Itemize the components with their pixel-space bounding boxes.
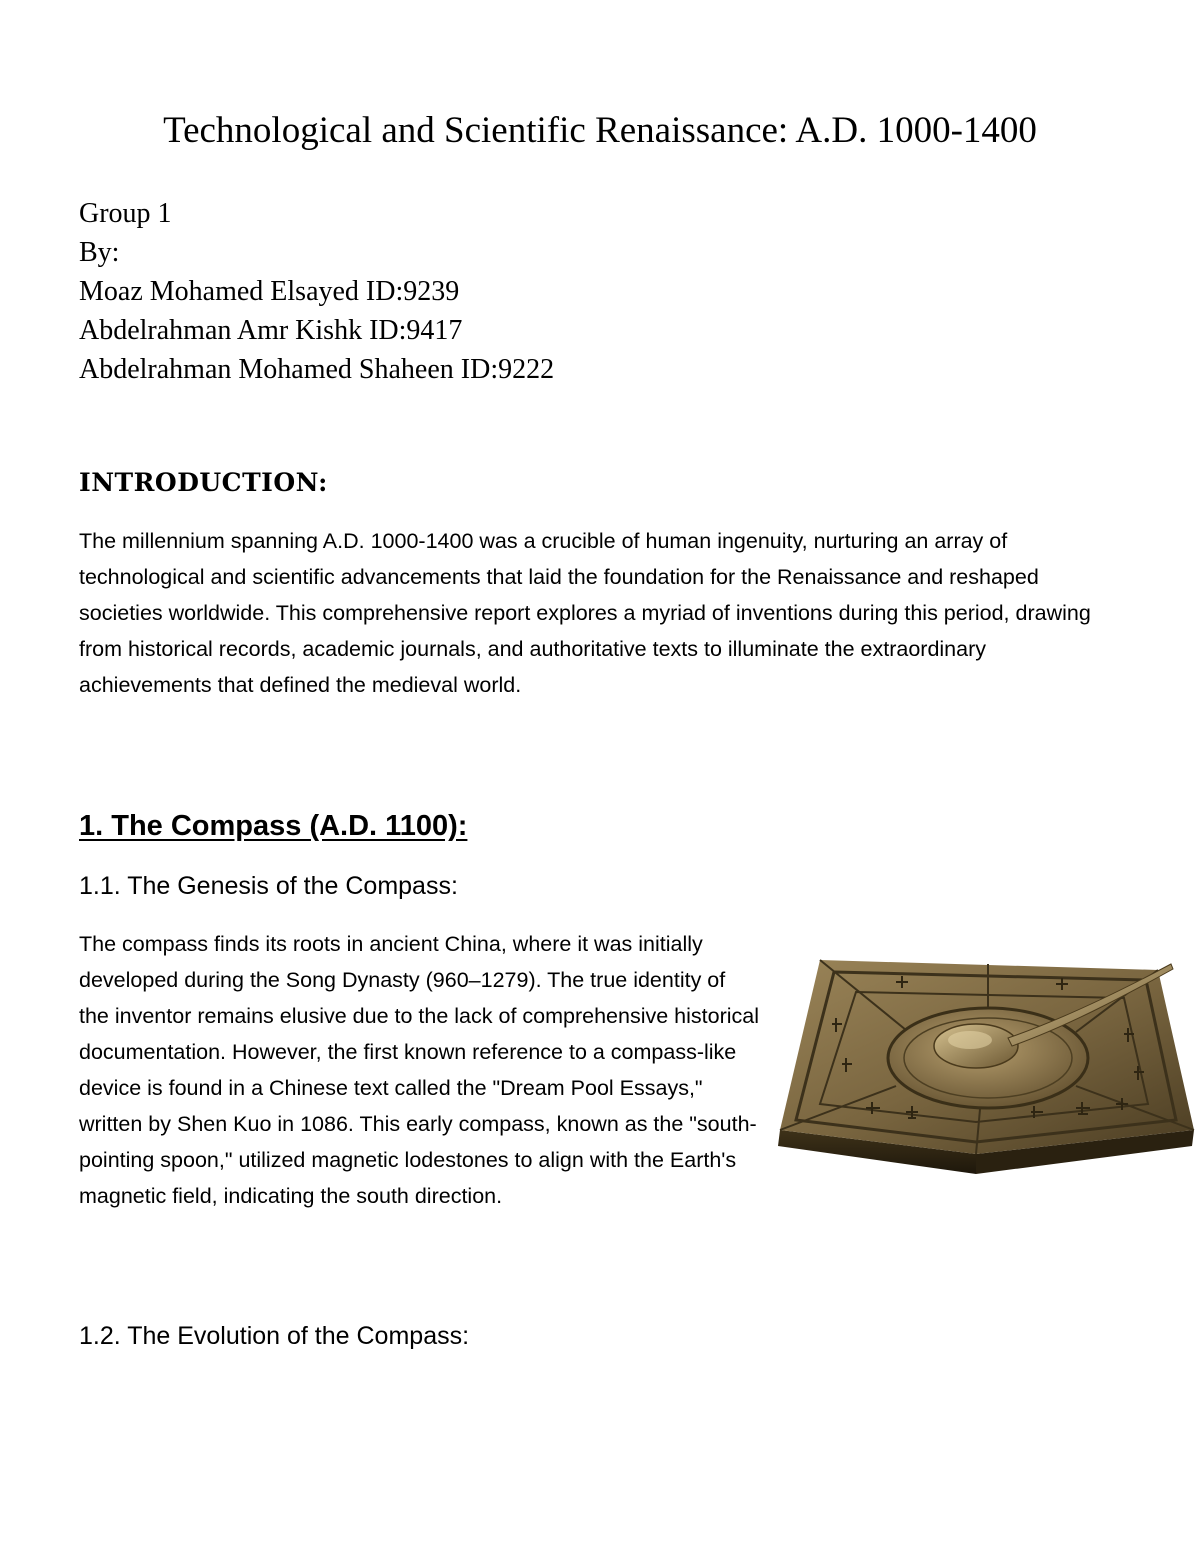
author-line: Abdelrahman Amr Kishk ID:9417 xyxy=(79,315,463,346)
subsection-heading-genesis: 1.1. The Genesis of the Compass: xyxy=(79,872,458,900)
document-title: Technological and Scientific Renaissance: A.D. 1000-1400 xyxy=(163,110,1037,151)
introduction-paragraph: The millennium spanning A.D. 1000-1400 was a crucible of human ingenuity, nurturing an array of technological and scientific advancements that laid the foundation for the Renaissance and reshaped societies worldwide. This comprehensive report explores a myriad of inventions during this period, drawing from historical records, academic journals, and authoritative texts to illuminate the extraordinary achievements that defined the medieval world. xyxy=(79,529,1091,697)
section-heading-compass: 1. The Compass (A.D. 1100): xyxy=(79,810,468,842)
south-pointing-spoon-image xyxy=(776,958,1196,1180)
subsection-heading-evolution: 1.2. The Evolution of the Compass: xyxy=(79,1322,470,1350)
author-block xyxy=(79,194,979,389)
by-label: By: xyxy=(79,237,120,268)
author-line: Moaz Mohamed Elsayed ID:9239 xyxy=(79,276,460,307)
group-label: Group 1 xyxy=(79,198,172,229)
author-line: Abdelrahman Mohamed Shaheen ID:9222 xyxy=(79,354,555,385)
introduction-heading: INTRODUCTION: xyxy=(79,468,328,497)
compass-genesis-paragraph: The compass finds its roots in ancient China, where it was initially developed during the Song Dynasty (960–1279). The true identity of the inventor remains elusive due to the lack of comprehensive historical documentation. However, the first known reference to a compass-like device is found in a Chinese text called the "Dream Pool Essays," written by Shen Kuo in 1086. This early compass, known as the "south-pointing spoon," utilized magnetic lodestones to align with the Earth's magnetic field, indicating the south direction. xyxy=(79,932,759,1208)
